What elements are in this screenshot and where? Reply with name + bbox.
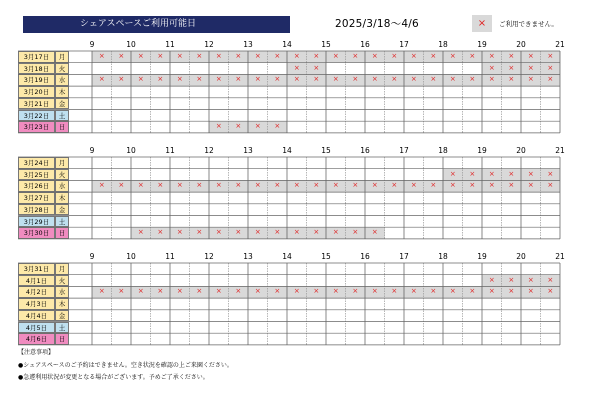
unavailable-slot: ×	[131, 227, 151, 239]
unavailable-slot: ×	[307, 227, 327, 239]
hour-label: 16	[360, 146, 370, 155]
date-cell: 3月22日	[18, 110, 55, 122]
hour-label: 9	[89, 146, 95, 155]
unavailable-slot: ×	[229, 121, 249, 133]
unavailable-slot: ×	[307, 74, 327, 86]
unavailable-slot: ×	[346, 51, 366, 63]
hour-label: 10	[126, 146, 136, 155]
unavailable-slot: ×	[424, 180, 444, 192]
date-cell: 3月23日	[18, 121, 55, 133]
unavailable-slot: ×	[521, 286, 541, 298]
unavailable-slot: ×	[404, 180, 424, 192]
date-cell: 4月4日	[18, 310, 55, 322]
unavailable-slot: ×	[541, 51, 561, 63]
hour-label: 9	[89, 40, 95, 49]
hour-label: 21	[555, 40, 565, 49]
hour-label: 16	[360, 252, 370, 261]
weekday-cell: 火	[55, 275, 69, 287]
hour-label: 15	[321, 40, 331, 49]
unavailable-slot: ×	[502, 180, 522, 192]
hour-label: 9	[89, 252, 95, 261]
date-cell: 3月24日	[18, 157, 55, 169]
unavailable-slot: ×	[307, 286, 327, 298]
notes-heading: 【注意事項】	[18, 349, 55, 356]
weekday-cell: 日	[55, 333, 69, 345]
weekday-cell: 金	[55, 310, 69, 322]
unavailable-slot: ×	[268, 286, 288, 298]
unavailable-slot: ×	[326, 227, 346, 239]
unavailable-slot: ×	[502, 275, 522, 287]
unavailable-slot: ×	[268, 121, 288, 133]
unavailable-slot: ×	[248, 121, 268, 133]
unavailable-slot: ×	[463, 286, 483, 298]
unavailable-slot: ×	[502, 74, 522, 86]
hour-label: 19	[477, 40, 487, 49]
unavailable-slot: ×	[463, 51, 483, 63]
date-cell: 3月25日	[18, 169, 55, 181]
page-title: シェアスペースご利用可能日	[23, 16, 290, 33]
unavailable-slot: ×	[424, 286, 444, 298]
unavailable-slot: ×	[151, 180, 171, 192]
unavailable-slot: ×	[268, 51, 288, 63]
unavailable-slot: ×	[482, 286, 502, 298]
unavailable-slot: ×	[424, 74, 444, 86]
hour-label: 15	[321, 252, 331, 261]
unavailable-slot: ×	[541, 169, 561, 181]
unavailable-slot: ×	[541, 74, 561, 86]
unavailable-slot: ×	[482, 275, 502, 287]
weekday-cell: 金	[55, 98, 69, 110]
unavailable-slot: ×	[170, 227, 190, 239]
unavailable-slot: ×	[248, 227, 268, 239]
unavailable-slot: ×	[443, 169, 463, 181]
unavailable-slot: ×	[346, 180, 366, 192]
hour-label: 12	[204, 146, 214, 155]
unavailable-slot: ×	[482, 169, 502, 181]
unavailable-slot: ×	[287, 51, 307, 63]
hour-label: 19	[477, 146, 487, 155]
unavailable-slot: ×	[190, 180, 210, 192]
unavailable-slot: ×	[443, 51, 463, 63]
hour-label: 20	[516, 146, 526, 155]
hour-label: 18	[438, 252, 448, 261]
unavailable-slot: ×	[287, 63, 307, 75]
unavailable-slot: ×	[365, 51, 385, 63]
date-cell: 3月21日	[18, 98, 55, 110]
unavailable-slot: ×	[443, 74, 463, 86]
date-cell: 3月26日	[18, 180, 55, 192]
unavailable-slot: ×	[541, 63, 561, 75]
unavailable-slot: ×	[248, 51, 268, 63]
hour-label: 11	[165, 146, 175, 155]
note-line-2: ●急遽利用状況が変更となる場合がございます。予めご了承ください。	[18, 374, 209, 381]
hour-label: 14	[282, 252, 292, 261]
unavailable-slot: ×	[365, 227, 385, 239]
unavailable-slot: ×	[209, 286, 229, 298]
unavailable-slot: ×	[482, 180, 502, 192]
hour-label: 11	[165, 40, 175, 49]
unavailable-slot: ×	[151, 51, 171, 63]
unavailable-slot: ×	[541, 275, 561, 287]
unavailable-slot: ×	[170, 286, 190, 298]
hour-label: 21	[555, 146, 565, 155]
hour-label: 18	[438, 40, 448, 49]
unavailable-slot: ×	[151, 227, 171, 239]
unavailable-slot: ×	[92, 51, 112, 63]
unavailable-slot: ×	[229, 227, 249, 239]
unavailable-slot: ×	[502, 286, 522, 298]
unavailable-slot: ×	[131, 180, 151, 192]
hour-label: 20	[516, 40, 526, 49]
weekday-cell: 土	[55, 322, 69, 334]
unavailable-slot: ×	[248, 180, 268, 192]
hour-label: 10	[126, 252, 136, 261]
unavailable-slot: ×	[404, 51, 424, 63]
date-cell: 4月6日	[18, 333, 55, 345]
hour-label: 18	[438, 146, 448, 155]
unavailable-slot: ×	[307, 63, 327, 75]
unavailable-slot: ×	[521, 169, 541, 181]
unavailable-slot: ×	[131, 286, 151, 298]
hour-label: 17	[399, 252, 409, 261]
unavailable-slot: ×	[112, 74, 132, 86]
unavailable-slot: ×	[190, 286, 210, 298]
unavailable-slot: ×	[346, 227, 366, 239]
unavailable-slot: ×	[131, 51, 151, 63]
unavailable-slot: ×	[482, 74, 502, 86]
unavailable-slot: ×	[287, 180, 307, 192]
unavailable-slot: ×	[521, 51, 541, 63]
date-cell: 3月27日	[18, 192, 55, 204]
unavailable-slot: ×	[92, 286, 112, 298]
hour-label: 10	[126, 40, 136, 49]
weekday-cell: 月	[55, 51, 69, 63]
unavailable-slot: ×	[404, 286, 424, 298]
unavailable-slot: ×	[365, 74, 385, 86]
hour-label: 13	[243, 40, 253, 49]
weekday-cell: 日	[55, 121, 69, 133]
unavailable-slot: ×	[248, 74, 268, 86]
unavailable-slot: ×	[307, 180, 327, 192]
hour-label: 21	[555, 252, 565, 261]
unavailable-slot: ×	[385, 74, 405, 86]
unavailable-slot: ×	[365, 180, 385, 192]
unavailable-slot: ×	[502, 169, 522, 181]
hour-label: 11	[165, 252, 175, 261]
hour-label: 16	[360, 40, 370, 49]
period-range: 2025/3/18～4/6	[335, 18, 419, 30]
unavailable-slot: ×	[385, 51, 405, 63]
unavailable-slot: ×	[287, 227, 307, 239]
weekday-cell: 木	[55, 298, 69, 310]
weekday-cell: 月	[55, 157, 69, 169]
unavailable-slot: ×	[268, 74, 288, 86]
unavailable-slot: ×	[502, 63, 522, 75]
unavailable-slot: ×	[463, 74, 483, 86]
weekday-cell: 日	[55, 227, 69, 239]
weekday-cell: 水	[55, 74, 69, 86]
weekday-cell: 土	[55, 110, 69, 122]
date-cell: 3月19日	[18, 74, 55, 86]
unavailable-slot: ×	[502, 51, 522, 63]
unavailable-slot: ×	[190, 227, 210, 239]
weekday-cell: 火	[55, 169, 69, 181]
unavailable-slot: ×	[268, 180, 288, 192]
unavailable-slot: ×	[463, 180, 483, 192]
unavailable-slot: ×	[112, 286, 132, 298]
date-cell: 3月31日	[18, 263, 55, 275]
hour-label: 20	[516, 252, 526, 261]
unavailable-slot: ×	[326, 51, 346, 63]
date-cell: 4月1日	[18, 275, 55, 287]
unavailable-slot: ×	[326, 286, 346, 298]
unavailable-slot: ×	[404, 74, 424, 86]
date-cell: 3月28日	[18, 204, 55, 216]
unavailable-slot: ×	[151, 286, 171, 298]
hour-label: 14	[282, 146, 292, 155]
weekday-cell: 金	[55, 204, 69, 216]
unavailable-slot: ×	[190, 51, 210, 63]
unavailable-slot: ×	[209, 121, 229, 133]
unavailable-slot: ×	[170, 74, 190, 86]
hour-label: 14	[282, 40, 292, 49]
unavailable-slot: ×	[190, 74, 210, 86]
unavailable-slot: ×	[112, 180, 132, 192]
unavailable-slot: ×	[365, 286, 385, 298]
unavailable-slot: ×	[385, 180, 405, 192]
unavailable-slot: ×	[209, 74, 229, 86]
hour-label: 12	[204, 252, 214, 261]
date-cell: 3月20日	[18, 86, 55, 98]
unavailable-slot: ×	[170, 51, 190, 63]
unavailable-slot: ×	[541, 286, 561, 298]
date-cell: 4月3日	[18, 298, 55, 310]
unavailable-slot: ×	[346, 286, 366, 298]
unavailable-slot: ×	[229, 51, 249, 63]
date-cell: 3月17日	[18, 51, 55, 63]
unavailable-slot: ×	[209, 227, 229, 239]
unavailable-slot: ×	[248, 286, 268, 298]
weekday-cell: 木	[55, 86, 69, 98]
unavailable-slot: ×	[287, 74, 307, 86]
unavailable-slot: ×	[463, 169, 483, 181]
date-cell: 4月2日	[18, 286, 55, 298]
hour-label: 13	[243, 146, 253, 155]
hour-label: 17	[399, 146, 409, 155]
date-cell: 3月29日	[18, 216, 55, 228]
weekday-cell: 水	[55, 286, 69, 298]
date-cell: 3月18日	[18, 63, 55, 75]
unavailable-slot: ×	[92, 74, 112, 86]
weekday-cell: 土	[55, 216, 69, 228]
date-cell: 3月30日	[18, 227, 55, 239]
note-line-1: ●シェアスペースのご予約はできません。空き状況を確認の上ご来園ください。	[18, 362, 233, 369]
unavailable-slot: ×	[229, 180, 249, 192]
legend-unavailable-label: ご利用できません。	[499, 20, 558, 28]
hour-label: 17	[399, 40, 409, 49]
unavailable-slot: ×	[424, 51, 444, 63]
unavailable-slot: ×	[229, 286, 249, 298]
unavailable-slot: ×	[482, 63, 502, 75]
hour-label: 19	[477, 252, 487, 261]
unavailable-slot: ×	[170, 180, 190, 192]
unavailable-slot: ×	[209, 180, 229, 192]
unavailable-slot: ×	[268, 227, 288, 239]
unavailable-slot: ×	[385, 286, 405, 298]
weekday-cell: 木	[55, 192, 69, 204]
unavailable-slot: ×	[229, 74, 249, 86]
unavailable-slot: ×	[326, 74, 346, 86]
unavailable-slot: ×	[346, 74, 366, 86]
unavailable-slot: ×	[443, 180, 463, 192]
unavailable-slot: ×	[151, 74, 171, 86]
weekday-cell: 水	[55, 180, 69, 192]
unavailable-slot: ×	[131, 74, 151, 86]
unavailable-slot: ×	[326, 180, 346, 192]
unavailable-slot: ×	[482, 51, 502, 63]
unavailable-slot: ×	[112, 51, 132, 63]
unavailable-slot: ×	[521, 275, 541, 287]
unavailable-slot: ×	[92, 180, 112, 192]
unavailable-slot: ×	[209, 51, 229, 63]
unavailable-slot: ×	[521, 180, 541, 192]
unavailable-slot: ×	[307, 51, 327, 63]
hour-label: 15	[321, 146, 331, 155]
hour-label: 13	[243, 252, 253, 261]
legend-unavailable-swatch: ×	[472, 15, 492, 32]
unavailable-slot: ×	[287, 286, 307, 298]
hour-label: 12	[204, 40, 214, 49]
unavailable-slot: ×	[541, 180, 561, 192]
unavailable-slot: ×	[521, 63, 541, 75]
unavailable-slot: ×	[443, 286, 463, 298]
weekday-cell: 月	[55, 263, 69, 275]
weekday-cell: 火	[55, 63, 69, 75]
date-cell: 4月5日	[18, 322, 55, 334]
unavailable-slot: ×	[521, 74, 541, 86]
